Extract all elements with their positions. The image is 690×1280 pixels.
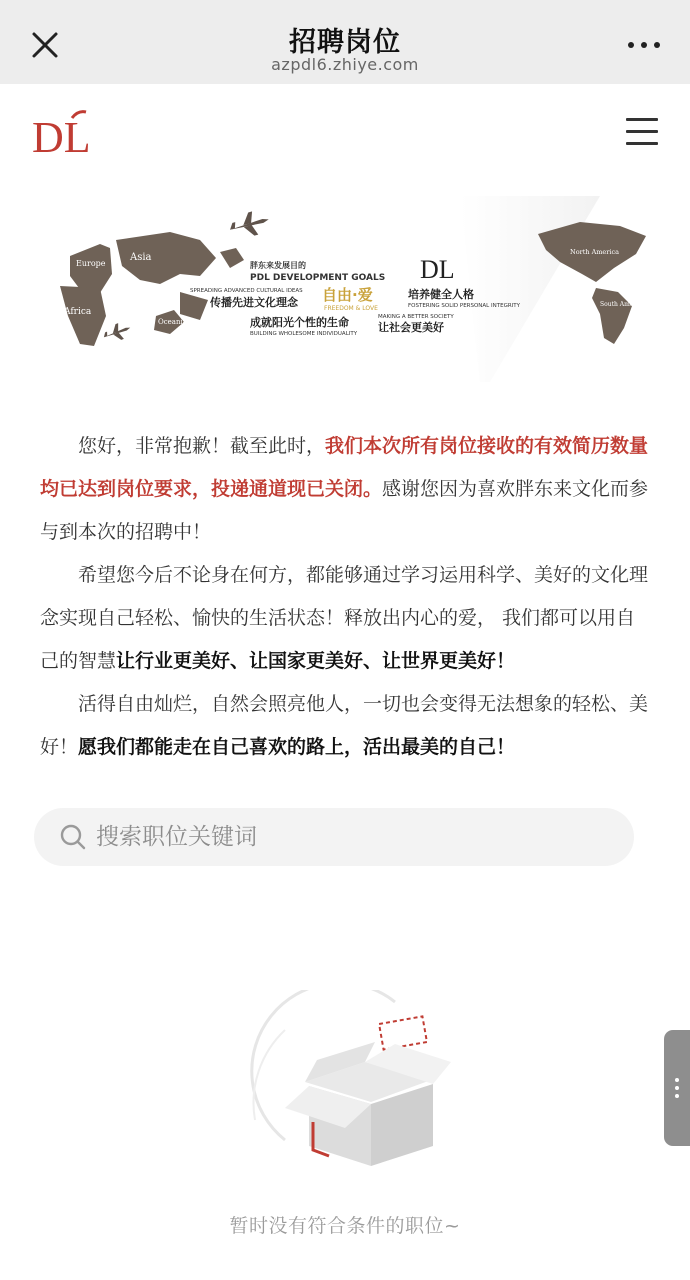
region-label-europe: Europe <box>76 259 106 268</box>
page-domain: azpdl6.zhiye.com <box>271 55 419 74</box>
goal1-en: SPREADING ADVANCED CULTURAL IDEAS <box>190 288 303 294</box>
region-label-africa: Africa <box>64 307 92 317</box>
empty-box-icon <box>245 990 455 1170</box>
banner-logo: DL <box>420 255 455 284</box>
browser-topbar <box>0 0 690 84</box>
closure-notice: 我们本次所有岗位接收的有效简历数量均已达到岗位要求，投递通道现已关闭。 <box>40 435 649 500</box>
development-goals-banner <box>40 196 660 382</box>
announcement-paragraph-3: 活得自由灿烂，自然会照亮他人，一切也会变得无法想象的轻松、美好！愿我们都能走在自己喜欢的路上，活出最美的自己！ <box>40 693 649 758</box>
region-label-south-america: South America <box>600 301 646 308</box>
center-slogan-cn: 自由·爱 <box>322 286 373 304</box>
region-label-north-america: North America <box>570 248 619 256</box>
closing-emphasis: 愿我们都能走在自己喜欢的路上，活出最美的自己！ <box>78 736 516 758</box>
search-input[interactable] <box>96 808 616 866</box>
hamburger-menu-icon[interactable] <box>626 118 658 146</box>
goal3-en: BUILDING WHOLESOME INDIVIDUALITY <box>250 331 358 337</box>
goal1-cn: 传播先进文化理念 <box>210 296 298 309</box>
empty-state-text: 暂时没有符合条件的职位~ <box>229 1215 461 1237</box>
more-dots-icon[interactable] <box>626 38 662 52</box>
region-label-oceania: Oceania <box>158 318 187 326</box>
brand-logo[interactable] <box>32 108 98 160</box>
goal4-en: MAKING A BETTER SOCIETY <box>378 314 454 320</box>
banner-heading-en: PDL DEVELOPMENT GOALS <box>250 273 386 283</box>
announcement-paragraph-2: 希望您今后不论身在何方，都能够通过学习运用科学、美好的文化理念实现自己轻松、愉快的生活状态！释放出内心的爱， 我们都可以用自己的智慧让行业更美好、让国家更美好、让世界更美好！ <box>40 564 649 672</box>
center-slogan-en: FREEDOM & LOVE <box>324 305 378 312</box>
goal2-cn: 培养健全人格 <box>408 288 474 301</box>
job-search-bar[interactable] <box>34 808 634 866</box>
banner-heading-cn: 胖东来发展目的 <box>250 261 306 270</box>
brand-logo-text: DL <box>32 113 91 160</box>
goal3-cn: 成就阳光个性的生命 <box>250 316 349 329</box>
goal4-cn: 让社会更美好 <box>378 321 444 334</box>
search-icon <box>60 824 86 850</box>
page-title: 招聘岗位 <box>289 27 401 58</box>
announcement-paragraph-1: 您好，非常抱歉！截至此时，我们本次所有岗位接收的有效简历数量均已达到岗位要求，投递通道现已关闭。感谢您因为喜欢胖东来文化而参与到本次的招聘中！ <box>40 435 649 543</box>
wish-emphasis: 让行业更美好、让国家更美好、让世界更美好！ <box>116 650 516 672</box>
announcement-article <box>40 425 652 769</box>
region-label-asia: Asia <box>130 252 152 263</box>
vertical-dots-icon[interactable] <box>664 1030 690 1146</box>
goal2-en: FOSTERING SOLID PERSONAL INTEGRITY <box>408 303 520 309</box>
